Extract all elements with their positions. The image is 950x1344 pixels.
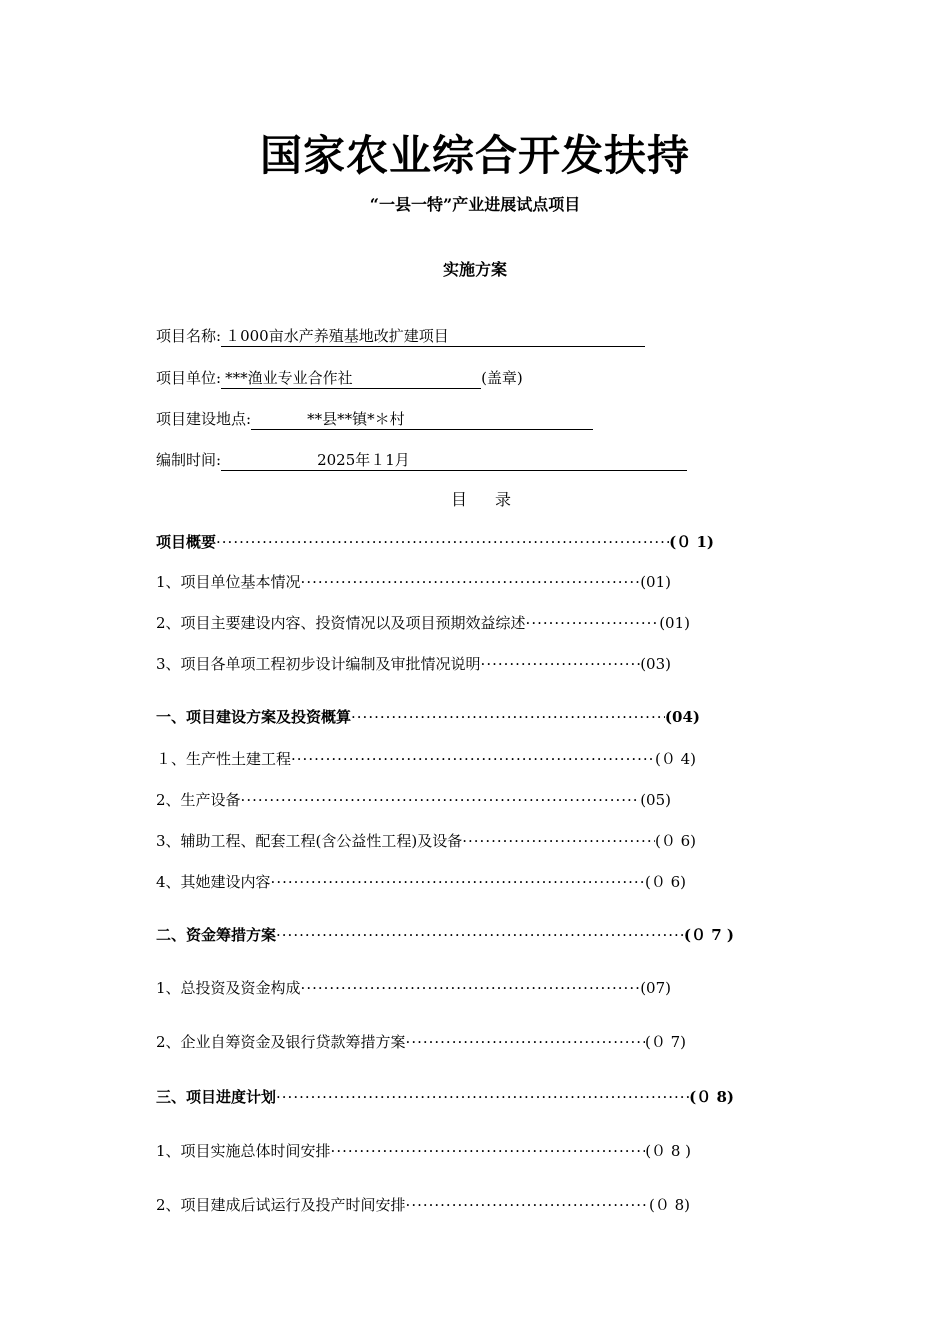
project-name-label: 项目名称: bbox=[156, 327, 222, 345]
toc-leader bbox=[462, 830, 655, 852]
toc-entry[interactable] bbox=[156, 789, 671, 811]
toc-entry-page: (04) bbox=[664, 708, 700, 726]
toc-entry-label: 1、项目单位基本情况 bbox=[156, 573, 301, 591]
toc-entry-label: 2、项目建成后试运行及投产时间安排 bbox=[156, 1196, 406, 1214]
toc-entry-page: (05) bbox=[640, 791, 671, 809]
toc-entry[interactable] bbox=[156, 977, 671, 999]
toc-leader bbox=[406, 1194, 649, 1216]
toc-entry-label: 1、项目实施总体时间安排 bbox=[156, 1142, 331, 1160]
toc-leader bbox=[301, 977, 641, 999]
toc-entry[interactable] bbox=[156, 653, 671, 675]
toc-entry-page: (０ 6) bbox=[654, 832, 696, 850]
toc-entry[interactable] bbox=[156, 1086, 734, 1108]
toc-entry[interactable] bbox=[156, 1031, 686, 1053]
project-unit-label: 项目单位: bbox=[156, 369, 222, 387]
toc-leader bbox=[406, 1031, 645, 1053]
toc-entry-label: 1、总投资及资金构成 bbox=[156, 979, 301, 997]
toc-entry-label: 项目概要 bbox=[156, 533, 217, 551]
toc-entry-label: 4、其她建设内容 bbox=[156, 873, 271, 891]
project-name-field bbox=[156, 325, 645, 347]
toc-entry[interactable] bbox=[156, 871, 686, 893]
toc-entry-page: (０ 8) bbox=[648, 1196, 690, 1214]
toc-entry-label: 3、辅助工程、配套工程(含公益性工程)及设备 bbox=[156, 832, 463, 850]
toc-leader bbox=[291, 748, 655, 770]
project-site-value: **县**镇*＊村 bbox=[251, 409, 593, 430]
toc-entry-label: 2、企业自筹资金及银行贷款筹措方案 bbox=[156, 1033, 406, 1051]
toc-entry-page: (０ 1) bbox=[669, 533, 714, 551]
compile-date-label: 编制时间: bbox=[156, 451, 222, 469]
document-title: 国家农业综合开发扶持 bbox=[259, 131, 690, 180]
toc-entry-label: 2、生产设备 bbox=[156, 791, 241, 809]
toc-entry-label: 一、项目建设方案及投资概算 bbox=[156, 708, 352, 726]
project-unit-field bbox=[156, 367, 523, 389]
toc-entry-page: (07) bbox=[640, 979, 671, 997]
toc-entry[interactable] bbox=[156, 531, 714, 553]
toc-entry[interactable] bbox=[156, 706, 700, 728]
toc-entry-page: (０ 8 ) bbox=[645, 1142, 691, 1160]
project-name-value: １000亩水产养殖基地改扩建项目 bbox=[221, 326, 645, 347]
toc-leader bbox=[271, 871, 645, 893]
toc-entry-page: (０ 6) bbox=[644, 873, 686, 891]
toc-entry[interactable] bbox=[156, 748, 696, 770]
toc-leader bbox=[351, 706, 665, 728]
toc-leader bbox=[216, 531, 669, 553]
toc-entry[interactable] bbox=[156, 1194, 690, 1216]
toc-entry[interactable] bbox=[156, 571, 671, 593]
toc-entry-page: (０ 7) bbox=[644, 1033, 686, 1051]
project-unit-value: ***渔业专业合作社 bbox=[221, 368, 481, 389]
project-unit-suffix: (盖章) bbox=[481, 369, 523, 387]
toc-entry-page: (０ 4) bbox=[654, 750, 696, 768]
toc-entry-label: 2、项目主要建设内容、投资情况以及项目预期效益综述 bbox=[156, 614, 526, 632]
toc-entry[interactable] bbox=[156, 612, 690, 634]
toc-heading: 目录 bbox=[450, 490, 539, 509]
toc-entry[interactable] bbox=[156, 830, 696, 852]
toc-leader bbox=[301, 571, 641, 593]
toc-leader bbox=[526, 612, 660, 634]
toc-entry-page: (03) bbox=[640, 655, 671, 673]
toc-entry-page: (０ 7 ) bbox=[683, 926, 734, 944]
toc-entry-page: (０ 8) bbox=[689, 1088, 734, 1106]
project-site-label: 项目建设地点: bbox=[156, 410, 252, 428]
toc-entry-label: 二、资金筹措方案 bbox=[156, 926, 277, 944]
toc-entry-label: １、生产性土建工程 bbox=[156, 750, 292, 768]
compile-date-value: 2025年１1月 bbox=[221, 450, 687, 471]
toc-leader bbox=[241, 789, 641, 811]
toc-leader bbox=[276, 924, 684, 946]
toc-entry-page: (01) bbox=[659, 614, 690, 632]
toc-entry-label: 三、项目进度计划 bbox=[156, 1088, 277, 1106]
toc-entry-label: 3、项目各单项工程初步设计编制及审批情况说明 bbox=[156, 655, 481, 673]
toc-leader bbox=[331, 1140, 646, 1162]
toc-leader bbox=[481, 653, 641, 675]
project-site-field bbox=[156, 408, 593, 430]
toc-entry-page: (01) bbox=[640, 573, 671, 591]
compile-date-field bbox=[156, 449, 687, 471]
document-plan-heading: 实施方案 bbox=[442, 260, 507, 279]
toc-leader bbox=[276, 1086, 689, 1108]
document-subtitle: “一县一特”产业进展试点项目 bbox=[369, 195, 581, 214]
toc-entry[interactable] bbox=[156, 1140, 691, 1162]
toc-entry[interactable] bbox=[156, 924, 734, 946]
